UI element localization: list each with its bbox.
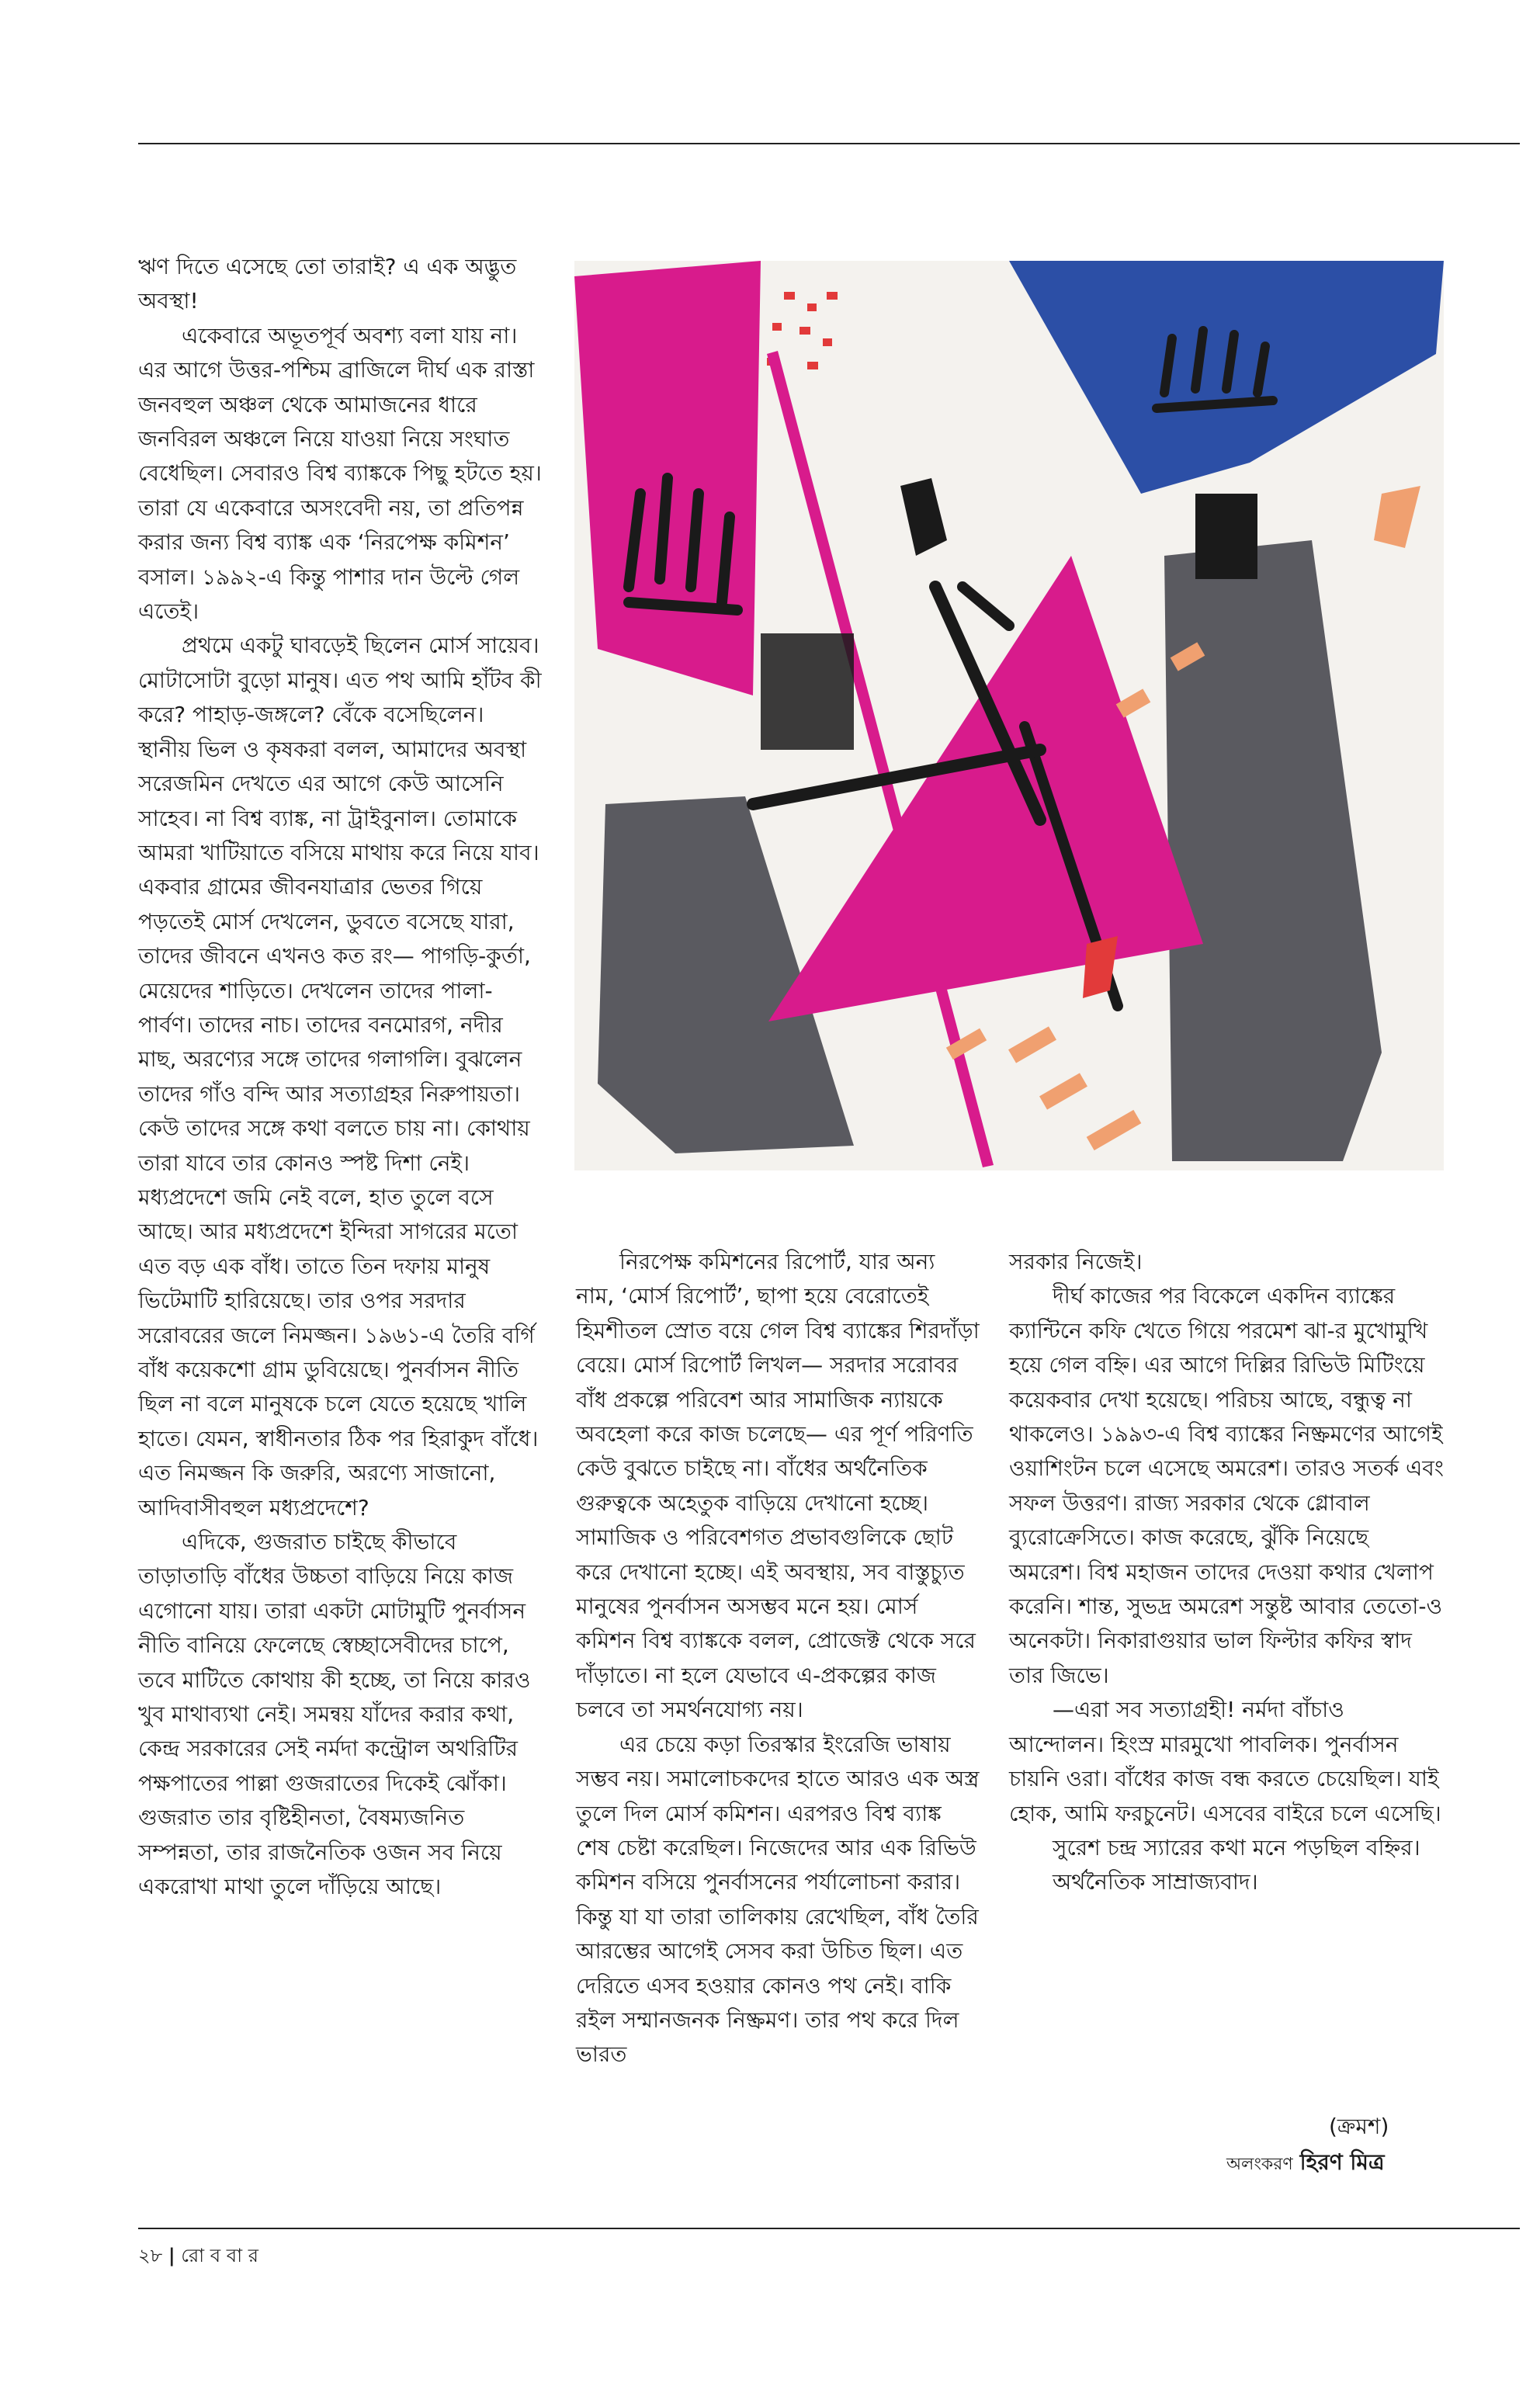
top-rule: [138, 143, 1520, 144]
footer-separator: |: [168, 2245, 175, 2266]
article-column-3: [1009, 1245, 1444, 1900]
paragraph: অর্থনৈতিক সাম্রাজ্যবাদ।: [1053, 1869, 1258, 1895]
paragraph: সুরেশ চন্দ্র স্যারের কথা মনে পড়ছিল বহ্নির।: [1053, 1834, 1420, 1861]
credit-label: অলংকরণ: [1226, 2155, 1293, 2174]
black-head: [1195, 494, 1257, 579]
paragraph: সরকার নিজেই।: [1009, 1249, 1143, 1275]
paragraph: এর চেয়ে কড়া তিরস্কার ইংরেজি ভাষায় সম্ভব নয়। সমালোচকদের হাতে আরও এক অস্ত্র তুলে দিল মোর্স কমিশন। এরপরও বিশ্ব ব্যাঙ্ক শেষ চেষ্টা করেছিল। নিজেদের আর এক রিভিউ কমিশন বসিয়ে পুনর্বাসনের পর্যালোচনা করার। কিন্তু যা যা তারা তালিকায় রেখেছিল, বাঁধ তৈরি আরম্ভের আগেই সেসব করা উচিত ছিল। এত দেরিতে এসব হওয়ার কোনও পথ নেই। বাকি রইল সম্মানজনক নিষ্ক্রমণ। তার পথ করে দিল ভারত: [576, 1731, 980, 2068]
black-block: [761, 633, 854, 750]
bottom-rule: [138, 2228, 1520, 2229]
article-column-1: [138, 250, 542, 1905]
article-column-2: [576, 1245, 980, 2072]
page-number: ২৮: [138, 2245, 163, 2266]
illustration-credit: [1226, 2145, 1385, 2182]
paragraph: —এরা সব সত্যাগ্রহী! নর্মদা বাঁচাও আন্দোলন। হিংস্র মারমুখো পাবলিক। পুনর্বাসন চায়নি ওরা। বাঁধের কাজ বন্ধ করতে চেয়েছিল। যাই হোক, আমি ফরচুনেট। এসবের বাইরে চলে এসেছি।: [1009, 1697, 1441, 1826]
magazine-name: রো ব বা র: [181, 2245, 258, 2266]
illustration: [574, 261, 1444, 1170]
paragraph: প্রথমে একটু ঘাবড়েই ছিলেন মোর্স সায়েব। মোটাসোটা বুড়ো মানুষ। এত পথ আমি হাঁটব কী করে? পাহাড়-জঙ্গলে? বেঁকে বসেছিলেন। স্থানীয় ভিল ও কৃষকরা বলল, আমাদের অবস্থা সরেজমিন দেখতে এর আগে কেউ আসেনি সাহেব। না বিশ্ব ব্যাঙ্ক, না ট্রাইবুনাল। তোমাকে আমরা খাটিয়াতে বসিয়ে মাথায় করে নিয়ে যাব। একবার গ্রামের জীবনযাত্রার ভেতর গিয়ে পড়তেই মোর্স দেখলেন, ডুবতে বসেছে যারা, তাদের জীবনে এখনও কত রং— পাগড়ি-কুর্তা, মেয়েদের শাড়িতে। দেখলেন তাদের পালা-পার্বণ। তাদের নাচ। তাদের বনমোরগ, নদীর মাছ, অরণ্যের সঙ্গে তাদের গলাগলি। বুঝলেন তাদের গাঁও বন্দি আর সত্যাগ্রহর নিরুপায়তা। কেউ তাদের সঙ্গে কথা বলতে চায় না। কোথায় তারা যাবে তার কোনও স্পষ্ট দিশা নেই। মধ্যপ্রদেশে জমি নেই বলে, হাত তুলে বসে আছে। আর মধ্যপ্রদেশে ইন্দিরা সাগরের মতো এত বড় এক বাঁধ। তাতে তিন দফায় মানুষ ভিটেমাটি হারিয়েছে। তার ওপর সরদার সরোবরের জলে নিমজ্জন। ১৯৬১-এ তৈরি বর্গি বাঁধ কয়েকশো গ্রাম ডুবিয়েছে। পুনর্বাসন নীতি ছিল না বলে মানুষকে চলে যেতে হয়েছে খালি হাতে। যেমন, স্বাধীনতার ঠিক পর হিরাকুদ বাঁধে। এত নিমজ্জন কি জরুরি, অরণ্যে সাজানো, আদিবাসীবহুল মধ্যপ্রদেশে?: [138, 633, 542, 1521]
paragraph: ঋণ দিতে এসেছে তো তারাই? এ এক অদ্ভুত অবস্থা!: [138, 254, 517, 314]
paragraph: নিরপেক্ষ কমিশনের রিপোর্ট, যার অন্য নাম, ‘মোর্স রিপোর্ট’, ছাপা হয়ে বেরোতেই হিমশীতল স্রোত বয়ে গেল বিশ্ব ব্যাঙ্কের শিরদাঁড়া বেয়ে। মোর্স রিপোর্ট লিখল— সরদার সরোবর বাঁধ প্রকল্পে পরিবেশ আর সামাজিক ন্যায়কে অবহেলা করে কাজ চলেছে— এর পূর্ণ পরিণতি কেউ বুঝতে চাইছে না। বাঁধের অর্থনৈতিক গুরুত্বকে অহেতুক বাড়িয়ে দেখানো হচ্ছে। সামাজিক ও পরিবেশগত প্রভাবগুলিকে ছোট করে দেখানো হচ্ছে। এই অবস্থায়, সব বাস্তুচ্যুত মানুষের পুনর্বাসন অসম্ভব মনে হয়। মোর্স কমিশন বিশ্ব ব্যাঙ্ককে বলল, প্রোজেক্ট থেকে সরে দাঁড়াতে। না হলে যেভাবে এ-প্রকল্পের কাজ চলবে তা সমর্থনযোগ্য নয়।: [576, 1249, 980, 1723]
paragraph: এদিকে, গুজরাত চাইছে কীভাবে তাড়াতাড়ি বাঁধের উচ্চতা বাড়িয়ে নিয়ে কাজ এগোনো যায়। তারা একটা মোটামুটি পুনর্বাসন নীতি বানিয়ে ফেলেছে স্বেচ্ছাসেবীদের চাপে, তবে মাটিতে কোথায় কী হচ্ছে, তা নিয়ে কারও খুব মাথাব্যথা নেই। সমন্বয় যাঁদের করার কথা, কেন্দ্র সরকারের সেই নর্মদা কন্ট্রোল অথরিটির পক্ষপাতের পাল্লা গুজরাতের দিকেই ঝোঁকা। গুজরাত তার বৃষ্টিহীনতা, বৈষম্যজনিত সম্পন্নতা, তার রাজনৈতিক ওজন সব নিয়ে একরোখা মাথা তুলে দাঁড়িয়ে আছে।: [138, 1529, 531, 1900]
credit-artist: হিরণ মিত্র: [1299, 2149, 1385, 2175]
page-footer: [138, 2242, 258, 2273]
continuation-note: (ক্রমশ): [1329, 2114, 1389, 2139]
paragraph: দীর্ঘ কাজের পর বিকেলে একদিন ব্যাঙ্কের ক্যান্টিনে কফি খেতে গিয়ে পরমেশ ঝা-র মুখোমুখি হয়ে গেল বহ্নি। এর আগে দিল্লির রিভিউ মিটিংয়ে কয়েকবার দেখা হয়েছে। পরিচয় আছে, বন্ধুত্ব না থাকলেও। ১৯৯৩-এ বিশ্ব ব্যাঙ্কের নিষ্ক্রমণের আগেই ওয়াশিংটন চলে এসেছে অমরেশ। তারও সতর্ক এবং সফল উত্তরণ। রাজ্য সরকার থেকে গ্লোবাল ব্যুরোক্রেসিতে। কাজ করেছে, ঝুঁকি নিয়েছে অমরেশ। বিশ্ব মহাজন তাদের দেওয়া কথার খেলাপ করেনি। শান্ত, সুভদ্র অমরেশ সন্তুষ্ট আবার তেতো-ও অনেকটা। নিকারাগুয়ার ভাল ফিল্টার কফির স্বাদ তার জিভে।: [1009, 1283, 1444, 1688]
paragraph: একেবারে অভূতপূর্ব অবশ্য বলা যায় না। এর আগে উত্তর-পশ্চিম ব্রাজিলে দীর্ঘ এক রাস্তা জনবহুল অঞ্চল থেকে আমাজনের ধারে জনবিরল অঞ্চলে নিয়ে যাওয়া নিয়ে সংঘাত বেধেছিল। সেবারও বিশ্ব ব্যাঙ্ককে পিছু হটতে হয়। তারা যে একেবারে অসংবেদী নয়, তা প্রতিপন্ন করার জন্য বিশ্ব ব্যাঙ্ক এক ‘নিরপেক্ষ কমিশন’ বসাল। ১৯৯২-এ কিন্তু পাশার দান উল্টে গেল এতেই।: [138, 322, 542, 625]
